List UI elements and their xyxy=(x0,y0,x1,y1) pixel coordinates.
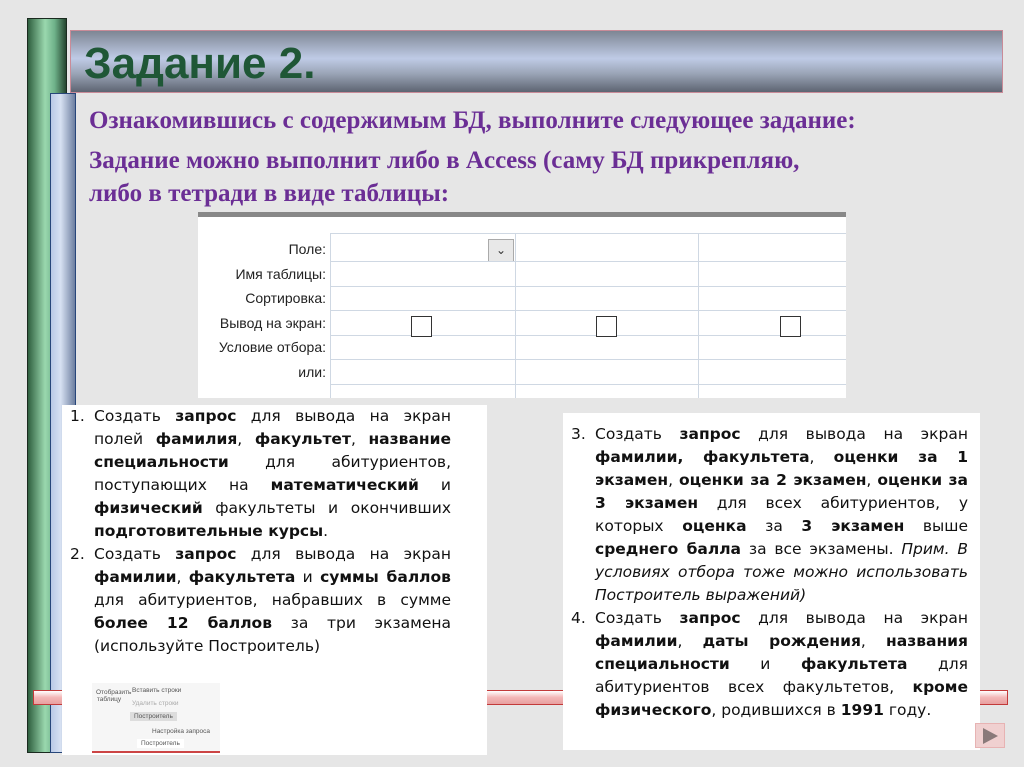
task-text-part: и xyxy=(295,568,321,586)
show-checkbox[interactable] xyxy=(411,316,432,337)
task-text-part: , xyxy=(809,448,834,466)
task-text xyxy=(94,543,451,658)
task-text-part: оценки за 1 экзамен xyxy=(595,448,968,489)
task-text-part: запрос xyxy=(679,425,741,443)
task-text-part: для абитуриентов, набравших в сумме xyxy=(94,591,451,609)
field-dropdown-button[interactable]: ⌄ xyxy=(488,239,514,262)
task-text-part: 3 экзамен xyxy=(801,517,905,535)
task-text-part: Создать xyxy=(94,407,176,425)
builder-tab[interactable]: Построитель xyxy=(137,739,184,748)
task-text-part: для вывода на экран xyxy=(236,545,451,563)
task-number: 1. xyxy=(70,407,85,425)
task-text-part: фамилия xyxy=(155,430,238,448)
grid-line xyxy=(330,384,846,385)
task-text-part: факультета xyxy=(800,655,908,673)
grid-line xyxy=(330,261,846,262)
task-text-part: среднего балла xyxy=(595,540,742,558)
task-text-part: факультета xyxy=(188,568,296,586)
builder-button[interactable]: Построитель xyxy=(130,712,177,721)
instruction-line: либо в тетради в виде таблицы: xyxy=(89,180,450,207)
task-text-part: запрос xyxy=(175,407,237,425)
task-text-part: , xyxy=(866,471,878,489)
task-text-part: подготовительные курсы xyxy=(94,522,324,540)
task-text-part: Создать xyxy=(595,425,680,443)
grid-line xyxy=(330,359,846,360)
task-text-part: , xyxy=(237,430,255,448)
task-text-part: оценки за 3 экзамен xyxy=(595,471,969,512)
show-checkbox[interactable] xyxy=(596,316,617,337)
task-text-part: Прим. В условиях отбора тоже можно использовать Построитель выражений) xyxy=(595,540,968,604)
task-text-part: оценка xyxy=(682,517,747,535)
ribbon-group-label: Настройка запроса xyxy=(152,728,211,735)
task-text-part: за три экзамена (используйте Построитель) xyxy=(94,614,452,655)
task-box-right xyxy=(563,413,980,750)
task-text-part: году. xyxy=(883,701,932,719)
task-number: 4. xyxy=(571,609,586,627)
task-number: 2. xyxy=(70,545,85,563)
access-ribbon-screenshot xyxy=(92,683,220,753)
task-text-part: факультет xyxy=(254,430,351,448)
task-text-part: название специальности xyxy=(94,430,451,471)
grid-row-label: Имя таблицы: xyxy=(235,265,326,282)
task-text-part: , xyxy=(860,632,887,650)
instruction-text xyxy=(89,144,799,210)
slide-title: Задание 2. xyxy=(84,39,316,88)
task-item xyxy=(70,543,451,658)
grid-row-label: Условие отбора: xyxy=(218,339,326,355)
task-text-part: фамилии xyxy=(94,568,177,586)
task-text-part: , xyxy=(677,632,703,650)
task-text-part: для абитуриентов, поступающих на xyxy=(94,453,451,494)
grid-row-label: Сортировка: xyxy=(245,290,326,306)
task-text-part: и xyxy=(418,476,451,494)
intro-text: Ознакомившись с содержимым БД, выполните следующее задание: xyxy=(89,107,856,134)
task-item xyxy=(70,405,451,543)
task-text-part: за xyxy=(746,517,802,535)
grid-line xyxy=(330,310,846,311)
task-text-part: 1991 xyxy=(840,701,884,719)
grid-line xyxy=(330,335,846,336)
task-text-part: для вывода на экран xyxy=(740,425,968,443)
task-text-part: , xyxy=(350,430,369,448)
task-text-part: , родившихся в xyxy=(711,701,841,719)
task-text-part: Создать xyxy=(595,609,680,627)
next-slide-button[interactable] xyxy=(975,723,1005,748)
task-text-part: математический xyxy=(270,476,419,494)
task-text-part: оценки за 2 экзамен xyxy=(679,471,867,489)
task-text xyxy=(595,607,968,722)
delete-rows-button[interactable]: Удалить строки xyxy=(132,700,179,707)
grid-line xyxy=(330,286,846,287)
task-text-part: факультеты и окончивших xyxy=(202,499,451,517)
task-text-part: для всех абитуриентов, у которых xyxy=(595,494,968,535)
task-text-part: за все экзамены. xyxy=(741,540,902,558)
task-text-part: . xyxy=(323,522,329,540)
task-text-part: более 12 баллов xyxy=(94,614,273,632)
task-text-part: фамилии, факультета xyxy=(595,448,810,466)
task-text-part: кроме физического xyxy=(595,678,968,719)
task-text-part: для вывода на экран полей xyxy=(94,407,451,448)
task-text-part: Создать xyxy=(94,545,176,563)
task-text-part: для вывода на экран xyxy=(740,609,968,627)
task-item xyxy=(571,607,968,722)
task-text-part: запрос xyxy=(679,609,741,627)
task-item xyxy=(571,423,968,607)
task-text-part: даты рождения xyxy=(702,632,861,650)
query-design-grid xyxy=(198,212,846,398)
task-text-part: , xyxy=(668,471,679,489)
grid-row-label: или: xyxy=(298,363,326,380)
task-text-part: суммы баллов xyxy=(320,568,451,586)
task-text-part: и xyxy=(729,655,801,673)
task-text xyxy=(94,405,451,543)
task-text xyxy=(595,423,968,607)
title-bar xyxy=(70,30,1003,93)
show-table-button[interactable]: Отобразить таблицу xyxy=(96,689,132,703)
grid-row-label: Вывод на экран: xyxy=(219,314,326,331)
task-number: 3. xyxy=(571,425,586,443)
task-text-part: фамилии xyxy=(595,632,678,650)
insert-rows-button[interactable]: Вставить строки xyxy=(132,687,182,694)
task-text-part: названия специальности xyxy=(595,632,968,673)
show-checkbox[interactable] xyxy=(780,316,801,337)
task-text-part: выше xyxy=(904,517,968,535)
task-text-part: для абитуриентов всех факультетов, xyxy=(595,655,968,696)
task-text-part: запрос xyxy=(175,545,237,563)
grid-row-label: Поле: xyxy=(288,241,326,257)
instruction-line: Задание можно выполнит либо в Access (саму БД прикрепляю, xyxy=(89,147,800,174)
task-text-part: физический xyxy=(94,499,203,517)
task-text-part: , xyxy=(176,568,189,586)
